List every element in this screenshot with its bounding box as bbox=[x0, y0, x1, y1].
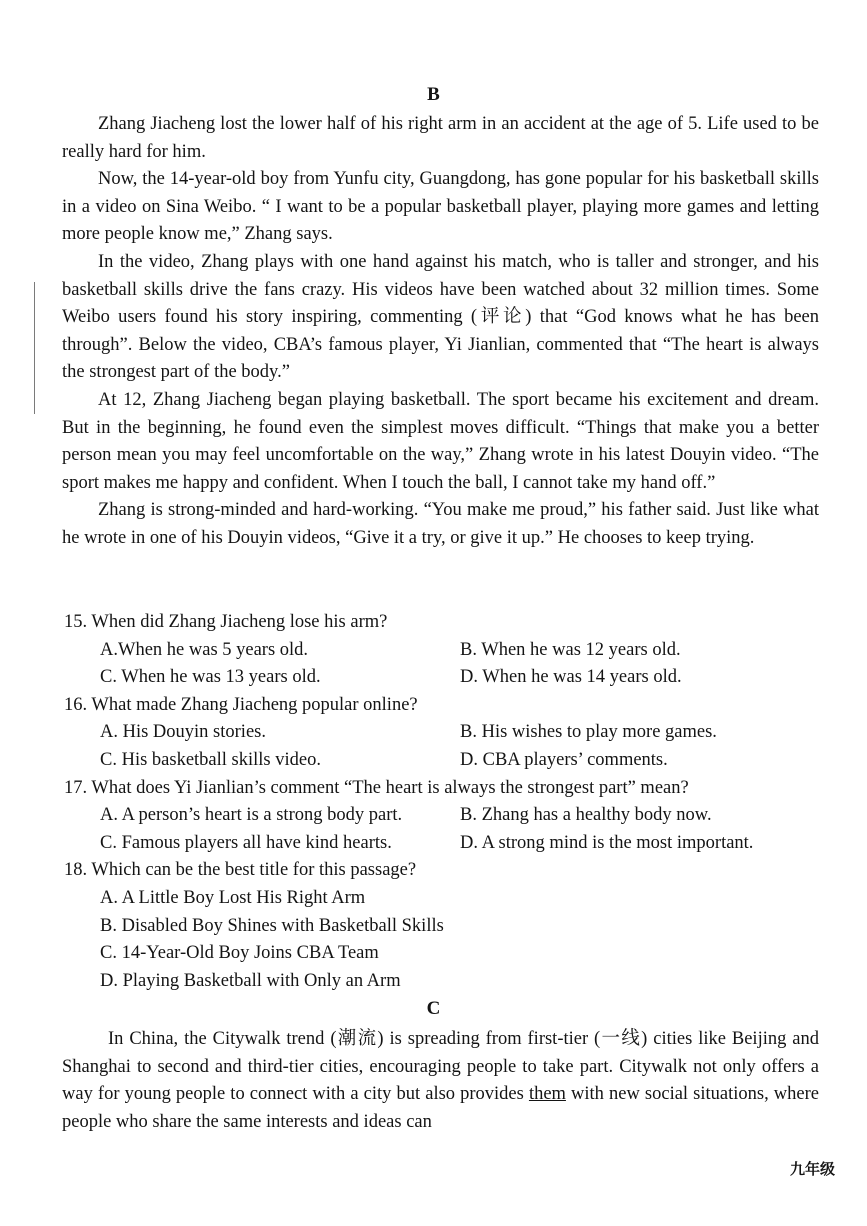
section-b-heading: B bbox=[427, 84, 440, 105]
option-row bbox=[64, 802, 824, 830]
option-row bbox=[64, 637, 824, 665]
passage-c-paragraph-1 bbox=[62, 1026, 819, 1136]
passage-c-text-start: In China, the Citywalk trend (潮流) is spreading from first-tier (一线) cities like Beijing and Shanghai to second and third-tier cities, encouraging people to take part. Citywalk not only offers a way for young people to connect with a city but also provides bbox=[62, 1029, 819, 1105]
option-c[interactable]: C. His basketball skills video. bbox=[100, 749, 321, 770]
option-a[interactable]: A. A person’s heart is a strong body part. bbox=[100, 805, 403, 826]
question-15 bbox=[64, 609, 824, 692]
grade-mark: 九年级 bbox=[789, 1160, 835, 1178]
question-18 bbox=[64, 857, 824, 995]
option-row bbox=[64, 747, 824, 775]
question-stem: 16. What made Zhang Jiacheng popular online? bbox=[64, 694, 418, 715]
option-b[interactable]: B. When he was 12 years old. bbox=[460, 639, 681, 660]
underlined-word: them bbox=[528, 1084, 566, 1105]
passage-b-paragraph-1: Zhang Jiacheng lost the lower half of his right arm in an accident at the age of 5. Life used to be really hard for him. bbox=[62, 114, 819, 162]
option-c[interactable]: C. When he was 13 years old. bbox=[100, 667, 321, 688]
passage-b-paragraph-3: In the video, Zhang plays with one hand against his match, who is taller and stronger, and his basketball skills drive the fans crazy. His videos have been watched about 32 million times. Some Weibo users found his story inspiring, commenting (评论) that “God knows what he has been through”. Below the video, CBA’s famous player, Yi Jianlian, commented that “The heart is always the strongest part of the body.” bbox=[62, 251, 819, 383]
passage-c bbox=[62, 1026, 819, 1136]
passage-b-paragraph-5: Zhang is strong-minded and hard-working. “You make me proud,” his father said. Just like what he wrote in one of his Douyin videos, “Give it a try, or give it up.” He chooses to keep trying. bbox=[62, 500, 819, 548]
option-b[interactable]: B. His wishes to play more games. bbox=[460, 722, 717, 743]
option-c[interactable]: C. Famous players all have kind hearts. bbox=[100, 832, 392, 853]
option-b[interactable]: B. Zhang has a healthy body now. bbox=[460, 805, 712, 826]
option-d[interactable]: D. CBA players’ comments. bbox=[460, 749, 668, 770]
passage-b bbox=[62, 111, 819, 553]
question-stem: 18. Which can be the best title for this passage? bbox=[64, 860, 417, 881]
option-b[interactable]: B. Disabled Boy Shines with Basketball Skills bbox=[100, 915, 444, 936]
option-a[interactable]: A. A Little Boy Lost His Right Arm bbox=[100, 887, 366, 908]
section-c-heading: C bbox=[426, 998, 441, 1019]
option-d[interactable]: D. Playing Basketball with Only an Arm bbox=[100, 970, 401, 991]
option-a[interactable]: A. His Douyin stories. bbox=[100, 722, 266, 743]
option-d[interactable]: D. A strong mind is the most important. bbox=[460, 832, 754, 853]
option-row bbox=[64, 664, 824, 692]
question-17 bbox=[64, 775, 824, 858]
passage-c-text-end: with new social situations, where people who share the same interests and ideas can bbox=[62, 1084, 819, 1132]
question-stem: 17. What does Yi Jianlian’s comment “The heart is always the strongest part” mean? bbox=[64, 777, 689, 798]
option-row bbox=[64, 719, 824, 747]
question-stem: 15. When did Zhang Jiacheng lose his arm? bbox=[64, 612, 388, 632]
question-16 bbox=[64, 692, 824, 775]
margin-line bbox=[34, 282, 35, 414]
option-c[interactable]: C. 14-Year-Old Boy Joins CBA Team bbox=[100, 943, 379, 964]
option-row bbox=[64, 830, 824, 858]
passage-b-paragraph-2: Now, the 14-year-old boy from Yunfu city, Guangdong, has gone popular for his basketball skills in a video on Sina Weibo. “ I want to be a popular basketball player, playing more games and letting more people know me,” Zhang says. bbox=[62, 169, 819, 245]
option-d[interactable]: D. When he was 14 years old. bbox=[460, 667, 682, 688]
question-list bbox=[64, 609, 824, 995]
passage-b-paragraph-4: At 12, Zhang Jiacheng began playing basketball. The sport became his excitement and dream. But in the beginning, he found even the simplest moves difficult. “Things that make you a better person mean you may feel uncomfortable on the way,” Zhang wrote in his latest Douyin video. “The sport makes me happy and confident. When I touch the ball, I cannot take my hand off.” bbox=[62, 389, 819, 493]
option-a[interactable]: A.When he was 5 years old. bbox=[100, 639, 309, 660]
